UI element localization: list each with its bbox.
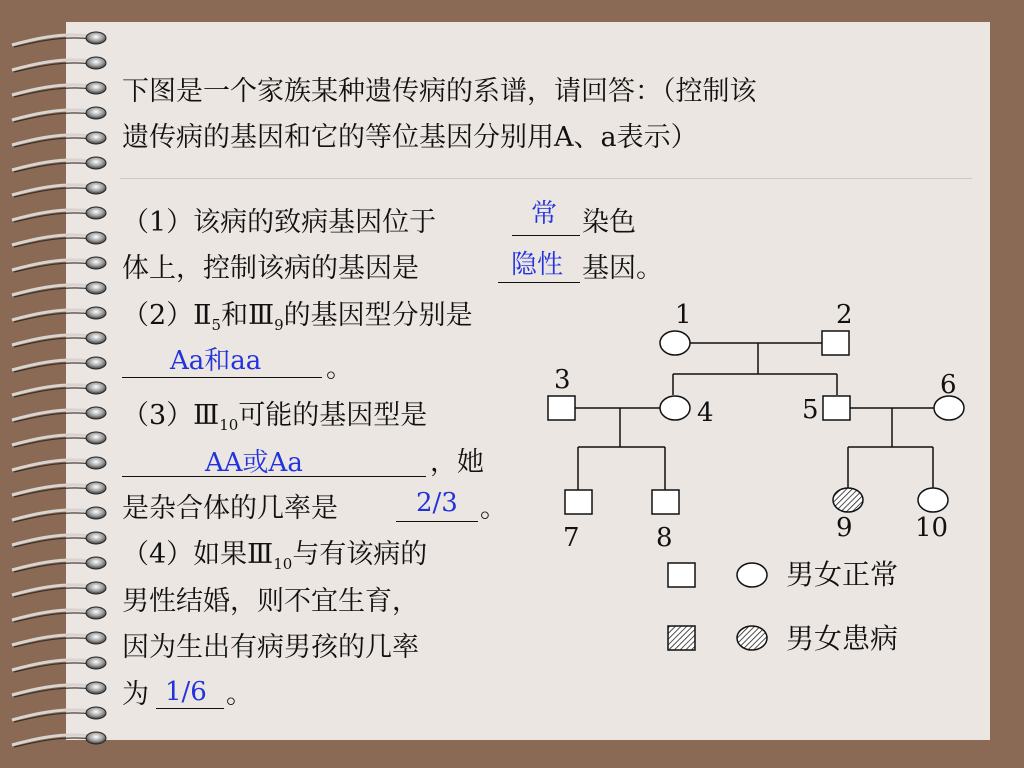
label-9: 9 xyxy=(836,513,853,543)
q3-text-a: （3）Ⅲ xyxy=(122,400,220,431)
q2-sub-1: 5 xyxy=(211,316,222,334)
q3-end: 。 xyxy=(480,493,507,524)
individual-2-male-normal xyxy=(822,331,849,355)
q4-text-a: （4）如果Ⅲ xyxy=(122,539,274,570)
q2-end: 。 xyxy=(326,353,353,384)
label-4: 4 xyxy=(697,398,714,428)
legend-male-affected xyxy=(668,626,695,650)
q1-text-d: 基因。 xyxy=(582,253,663,284)
q1-answer-2: 隐性 xyxy=(511,250,564,280)
q4-text-b: 与有该病的 xyxy=(292,539,428,570)
label-5: 5 xyxy=(802,395,819,425)
individual-3-male-normal xyxy=(548,396,575,420)
individual-10-female-normal xyxy=(918,488,948,512)
intro-line-1: 下图是一个家族某种遗传病的系谱，请回答：（控制该 xyxy=(122,76,757,107)
q3-answer-2: 2/3 xyxy=(416,488,458,518)
individual-5-male-normal xyxy=(823,396,850,420)
legend-female-normal xyxy=(737,563,767,587)
q1-text-a: （1）该病的致病基因位于 xyxy=(122,207,437,238)
individual-7-male-normal xyxy=(565,490,592,514)
q3-text-c: ，她 xyxy=(430,447,484,478)
q1-text-b: 染色 xyxy=(582,207,636,238)
legend-female-affected xyxy=(737,626,767,650)
q4-end: 。 xyxy=(226,679,253,710)
q2-answer: Aa和aa xyxy=(170,346,262,376)
q1-answer-1: 常 xyxy=(531,199,558,229)
q4-sub: 10 xyxy=(273,555,293,573)
intro-line-2: 遗传病的基因和它的等位基因分别用A、a表示） xyxy=(122,122,698,153)
q3-sub: 10 xyxy=(219,416,239,434)
label-2: 2 xyxy=(836,300,853,330)
label-7: 7 xyxy=(563,523,580,553)
individual-9-female-affected xyxy=(833,488,863,512)
q3-text-b: 可能的基因型是 xyxy=(238,400,428,431)
legend-male-normal xyxy=(668,563,695,587)
individual-1-female-normal xyxy=(660,331,690,355)
individual-4-female-normal xyxy=(660,396,690,420)
label-8: 8 xyxy=(656,523,673,553)
label-1: 1 xyxy=(675,300,692,330)
q3-answer-1: AA或Aa xyxy=(205,448,303,478)
label-10: 10 xyxy=(915,513,949,543)
q1-text-c: 体上，控制该病的基因是 xyxy=(122,253,419,284)
q4-answer: 1/6 xyxy=(165,677,207,707)
q4-text-e: 为 xyxy=(122,679,149,710)
q2-text-c: 的基因型分别是 xyxy=(283,300,473,331)
q2-text-b: 和Ⅲ xyxy=(221,300,275,331)
legend-normal-label: 男女正常 xyxy=(786,558,899,591)
legend-affected-label: 男女患病 xyxy=(786,622,899,655)
q2-sub-2: 9 xyxy=(274,316,284,334)
q4-text-d: 因为生出有病男孩的几率 xyxy=(122,632,419,663)
label-3: 3 xyxy=(554,365,571,395)
label-6: 6 xyxy=(940,370,957,400)
q3-text-d: 是杂合体的几率是 xyxy=(122,493,338,524)
q4-text-c: 男性结婚，则不宜生育， xyxy=(122,586,419,617)
individual-8-male-normal xyxy=(652,490,679,514)
q2-text-a: （2）Ⅱ xyxy=(122,300,212,331)
